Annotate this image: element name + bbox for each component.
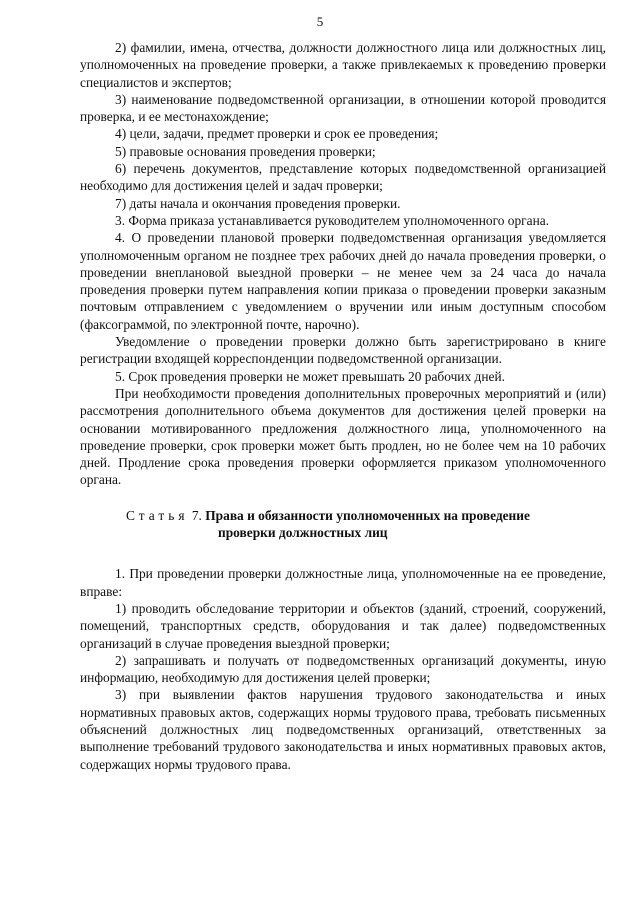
paragraph-item-5: 5) правовые основания проведения проверки; bbox=[115, 143, 376, 159]
article-heading bbox=[80, 507, 606, 542]
page-number: 5 bbox=[316, 14, 324, 29]
paragraph-item-4: 4) цели, задачи, предмет проверки и срок ее проведения; bbox=[115, 126, 439, 142]
paragraph-item-7: 7) даты начала и окончания проведения проверки. bbox=[115, 195, 401, 211]
paragraph-notification: Уведомление о проведении проверки должно быть зарегистрировано в книге регистрации входящей корреспонденции подведомственной организации. bbox=[80, 334, 606, 367]
article-word: Статья bbox=[126, 507, 189, 523]
paragraph-item-2: 2) фамилии, имена, отчества, должности должностного лица или должностных лиц, уполномоченных на проведение проверки, а также привлекаемых к проведению проверки специалистов и экспертов; bbox=[80, 40, 606, 90]
article-number: 7. bbox=[191, 507, 202, 523]
paragraph-right-3: 3) при выявлении фактов нарушения трудового законодательства и иных нормативных правовых актов, содержащих нормы трудового права, требовать письменных объяснений должностных лиц подведомственных организаций, ответственных за выполнение требований трудового законодательства и иных нормативных правовых актов, содержащих нормы трудового права. bbox=[80, 687, 606, 772]
paragraph-rights-intro: 1. При проведении проверки должностные лица, уполномоченные на ее проведение, вправе: bbox=[80, 566, 606, 599]
paragraph-right-1: 1) проводить обследование территории и объектов (зданий, строений, сооружений, помещений, транспортных средств, оборудования и так далее) подведомственных организаций в случае проведения выездной проверки; bbox=[80, 600, 606, 651]
article-title-line1: Права и обязанности уполномоченных на проведение bbox=[205, 507, 530, 523]
paragraph-item-3: 3) наименование подведомственной организации, в отношении которой проводится проверка, и ее местонахождение; bbox=[80, 91, 606, 125]
document-body bbox=[80, 39, 606, 773]
paragraph-item-6: 6) перечень документов, представление которых подведомственной организацией необходимо для достижения целей и задач проверки; bbox=[80, 161, 606, 194]
paragraph-clause-4: 4. О проведении плановой проверки подведомственная организация уведомляется уполномоченным органом не позднее трех рабочих дней до начала проведения проверки, о проведении внеплановой выездной проверки – не менее чем за 24 часа до начала проведения проверки путем направления копии приказа о проведении проверки заказным почтовым отправлением с уведомлением о вручении или иным доступным способом (факсограммой, по электронной почте, нарочно). bbox=[80, 230, 606, 332]
paragraph-extension: При необходимости проведения дополнительных проверочных мероприятий и (или) рассмотрения дополнительного объема документов для достижения целей проверки на основании мотивированного предложения должностного лица, уполномоченного на проведение проверки, срок проверки может быть продлен, но не более чем на 10 рабочих дней. Продление срока проведения проверки оформляется приказом уполномоченного органа. bbox=[80, 385, 606, 488]
article-title-line2: проверки должностных лиц bbox=[218, 525, 388, 541]
paragraph-right-2: 2) запрашивать и получать от подведомственных организаций документы, иную информацию, необходимую для достижения целей проверки; bbox=[80, 652, 606, 686]
paragraph-clause-5: 5. Срок проведения проверки не может превышать 20 рабочих дней. bbox=[115, 368, 505, 384]
paragraph-clause-3: 3. Форма приказа устанавливается руководителем уполномоченного органа. bbox=[115, 212, 550, 228]
